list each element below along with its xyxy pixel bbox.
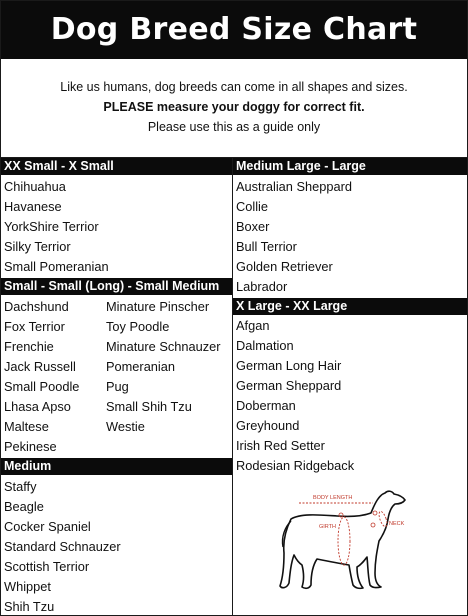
list-item: German Sheppard [236, 378, 342, 393]
list-item: Labrador [236, 279, 288, 294]
list-item: Bull Terrior [236, 239, 297, 254]
list-item: Pekinese [4, 439, 57, 454]
list-item: Staffy [4, 479, 37, 494]
list-item: Silky Terrior [4, 239, 71, 254]
list-item: Cocker Spaniel [4, 519, 91, 534]
list-item: Frenchie [4, 339, 54, 354]
list-medium-large [233, 177, 467, 297]
list-item: Toy Poodle [106, 319, 170, 334]
girth-marker [338, 517, 350, 565]
list-item: Fox Terrior [4, 319, 65, 334]
section-header-medium: Medium [1, 458, 232, 475]
intro-line-3: Please use this as a guide only [147, 120, 321, 134]
list-xl [233, 316, 467, 476]
list-item: Small Poodle [4, 379, 80, 394]
list-item: Chihuahua [4, 179, 66, 194]
dog-measurement-diagram [271, 485, 421, 597]
list-item: Golden Retriever [236, 259, 333, 274]
marker-dot [371, 523, 375, 527]
list-small-col-2 [103, 297, 232, 437]
list-item: Rodesian Ridgeback [236, 458, 355, 473]
list-item: Shih Tzu [4, 599, 55, 614]
section-header-xx-small: XX Small - X Small [1, 158, 232, 175]
list-item: Small Shih Tzu [106, 399, 192, 414]
list-item: Irish Red Setter [236, 438, 325, 453]
list-item: Afgan [236, 318, 270, 333]
list-item: Maltese [4, 419, 49, 434]
list-small-col-1 [1, 297, 103, 457]
list-item: Pomeranian [106, 359, 176, 374]
section-header-small: Small - Small (Long) - Small Medium [1, 278, 232, 295]
list-item: German Long Hair [236, 358, 342, 373]
intro-text [1, 59, 467, 155]
list-item: Scottish Terrior [4, 559, 90, 574]
intro-line-1: Like us humans, dog breeds can come in all shapes and sizes. [60, 80, 408, 94]
list-medium [1, 477, 232, 616]
list-item: Minature Schnauzer [106, 339, 221, 354]
body-length-label: BODY LENGTH [313, 495, 353, 501]
section-header-medium-large: Medium Large - Large [233, 158, 467, 175]
list-item: Beagle [4, 499, 44, 514]
page-title: Dog Breed Size Chart [1, 1, 467, 59]
list-item: Australian Sheppard [236, 179, 352, 194]
list-item: Jack Russell [4, 359, 76, 374]
list-item: Doberman [236, 398, 296, 413]
list-item: Boxer [236, 219, 270, 234]
list-xx-small [1, 177, 232, 277]
list-item: Dachshund [4, 299, 69, 314]
girth-label: GIRTH [319, 524, 337, 530]
list-item: YorkShire Terrior [4, 219, 99, 234]
list-item: Havanese [4, 199, 62, 214]
neck-label: NECK [389, 521, 405, 527]
list-item: Pug [106, 379, 129, 394]
list-item: Collie [236, 199, 269, 214]
list-item: Small Pomeranian [4, 259, 109, 274]
list-item: Standard Schnauzer [4, 539, 121, 554]
list-item: Greyhound [236, 418, 300, 433]
dog-outline-icon [280, 491, 405, 588]
list-item: Lhasa Apso [4, 399, 71, 414]
list-item: Dalmation [236, 338, 294, 353]
section-header-xl: X Large - XX Large [233, 298, 467, 315]
list-item: Westie [106, 419, 145, 434]
marker-dot [373, 511, 377, 515]
intro-line-2: PLEASE measure your doggy for correct fit. [103, 100, 365, 114]
list-item: Minature Pinscher [106, 299, 210, 314]
list-item: Whippet [4, 579, 51, 594]
